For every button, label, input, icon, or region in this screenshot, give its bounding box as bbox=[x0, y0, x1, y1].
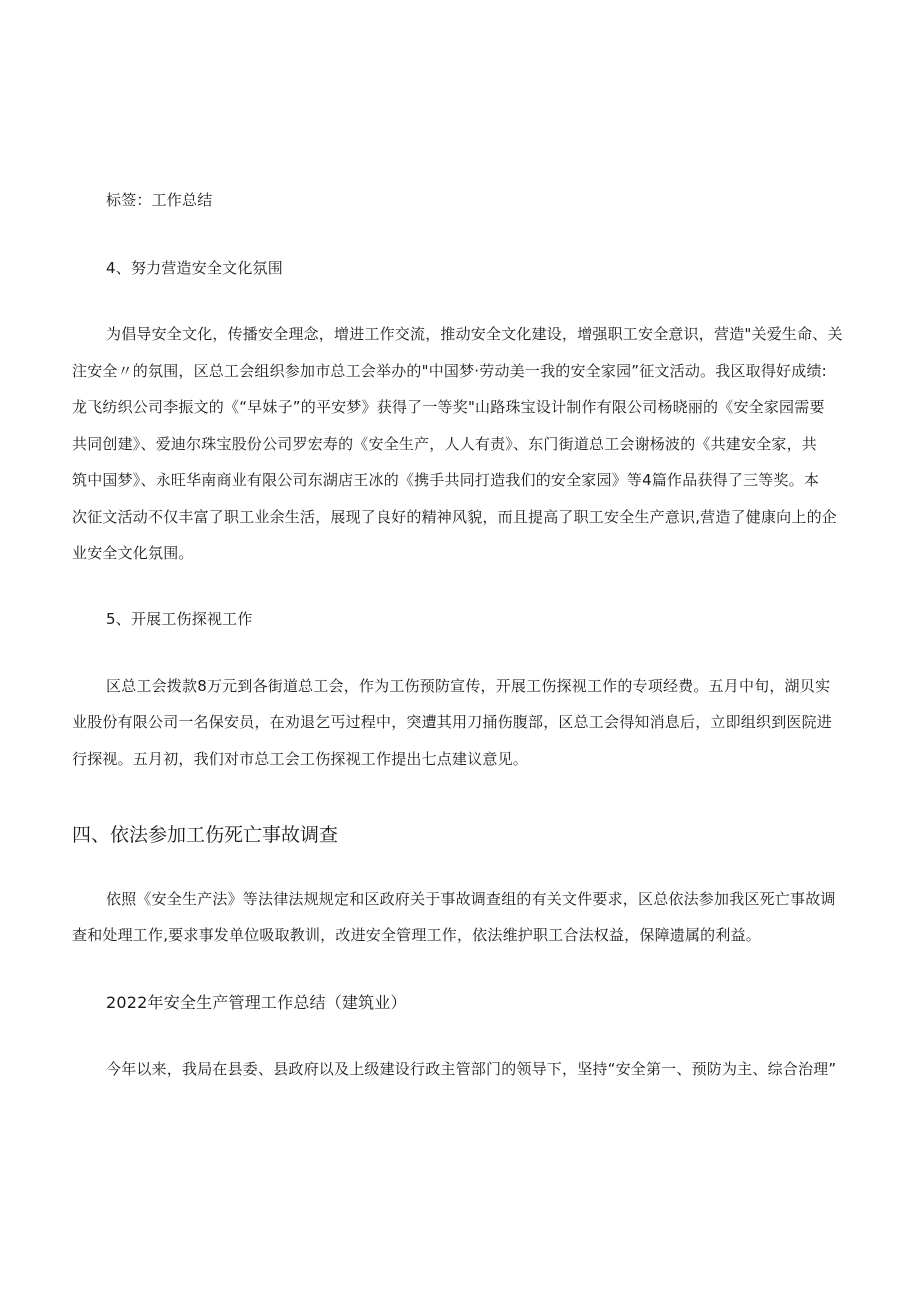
paragraph-line: 筑中国梦》、永旺华南商业有限公司东湖店王冰的《携手共同打造我们的安全家园》等4篇作品获得了三等奖。本 bbox=[72, 471, 820, 489]
paragraph-line: 共同创建》、爱迪尔珠宝股份公司罗宏寿的《安全生产，人人有责》、东门街道总工会谢杨波的《共建安全家，共 bbox=[72, 435, 818, 453]
paragraph-line: 业安全文化氛围。 bbox=[72, 544, 194, 562]
paragraph-line: 区总工会拨款8万元到各街道总工会，作为工伤预防宣传，开展工伤探视工作的专项经费。五月中旬，湖贝实 bbox=[106, 677, 831, 695]
paragraph-line: 业股份有限公司一名保安员，在劝退乞丐过程中，突遭其用刀捅伤腹部，区总工会得知消息后，立即组织到医院进 bbox=[72, 713, 833, 731]
doc2-title: 2022年安全生产管理工作总结（建筑业） bbox=[106, 993, 407, 1012]
paragraph-line: 注安全〃的氛围，区总工会组织参加市总工会举办的"中国梦·劳动美一我的安全家园”征文活动。我区取得好成绩: bbox=[72, 362, 827, 380]
paragraph-line: 龙飞纺织公司李振文的《“早妹子”的平安梦》获得了一等奖"山路珠宝设计制作有限公司杨晓丽的《安全家园需要 bbox=[72, 398, 825, 416]
section5-title: 5、开展工伤探视工作 bbox=[106, 610, 253, 628]
section4-title: 4、努力营造安全文化氛围 bbox=[106, 259, 283, 277]
paragraph-line: 为倡导安全文化，传播安全理念，增进工作交流，推动安全文化建设，增强职工安全意识，营造"关爱生命、关 bbox=[106, 325, 843, 343]
section-four-heading: 四、依法参加工伤死亡事故调查 bbox=[72, 824, 339, 846]
paragraph-line: 查和处理工作,要求事发单位吸取教训，改进安全管理工作，依法维护职工合法权益，保障遗属的利益。 bbox=[72, 926, 761, 944]
tag-line: 标签：工作总结 bbox=[106, 191, 213, 209]
paragraph-line: 依照《安全生产法》等法律法规规定和区政府关于事故调查组的有关文件要求，区总依法参加我区死亡事故调 bbox=[106, 890, 836, 908]
paragraph-line: 次征文活动不仅丰富了职工业余生活，展现了良好的精神风貌，而且提高了职工安全生产意识,营造了健康向上的企 bbox=[72, 508, 837, 526]
paragraph-line: 今年以来，我局在县委、县政府以及上级建设行政主管部门的领导下，坚持“安全第一、预防为主、综合治理” bbox=[106, 1060, 837, 1078]
paragraph-line: 行探视。五月初，我们对市总工会工伤探视工作提出七点建议意见。 bbox=[72, 750, 529, 768]
